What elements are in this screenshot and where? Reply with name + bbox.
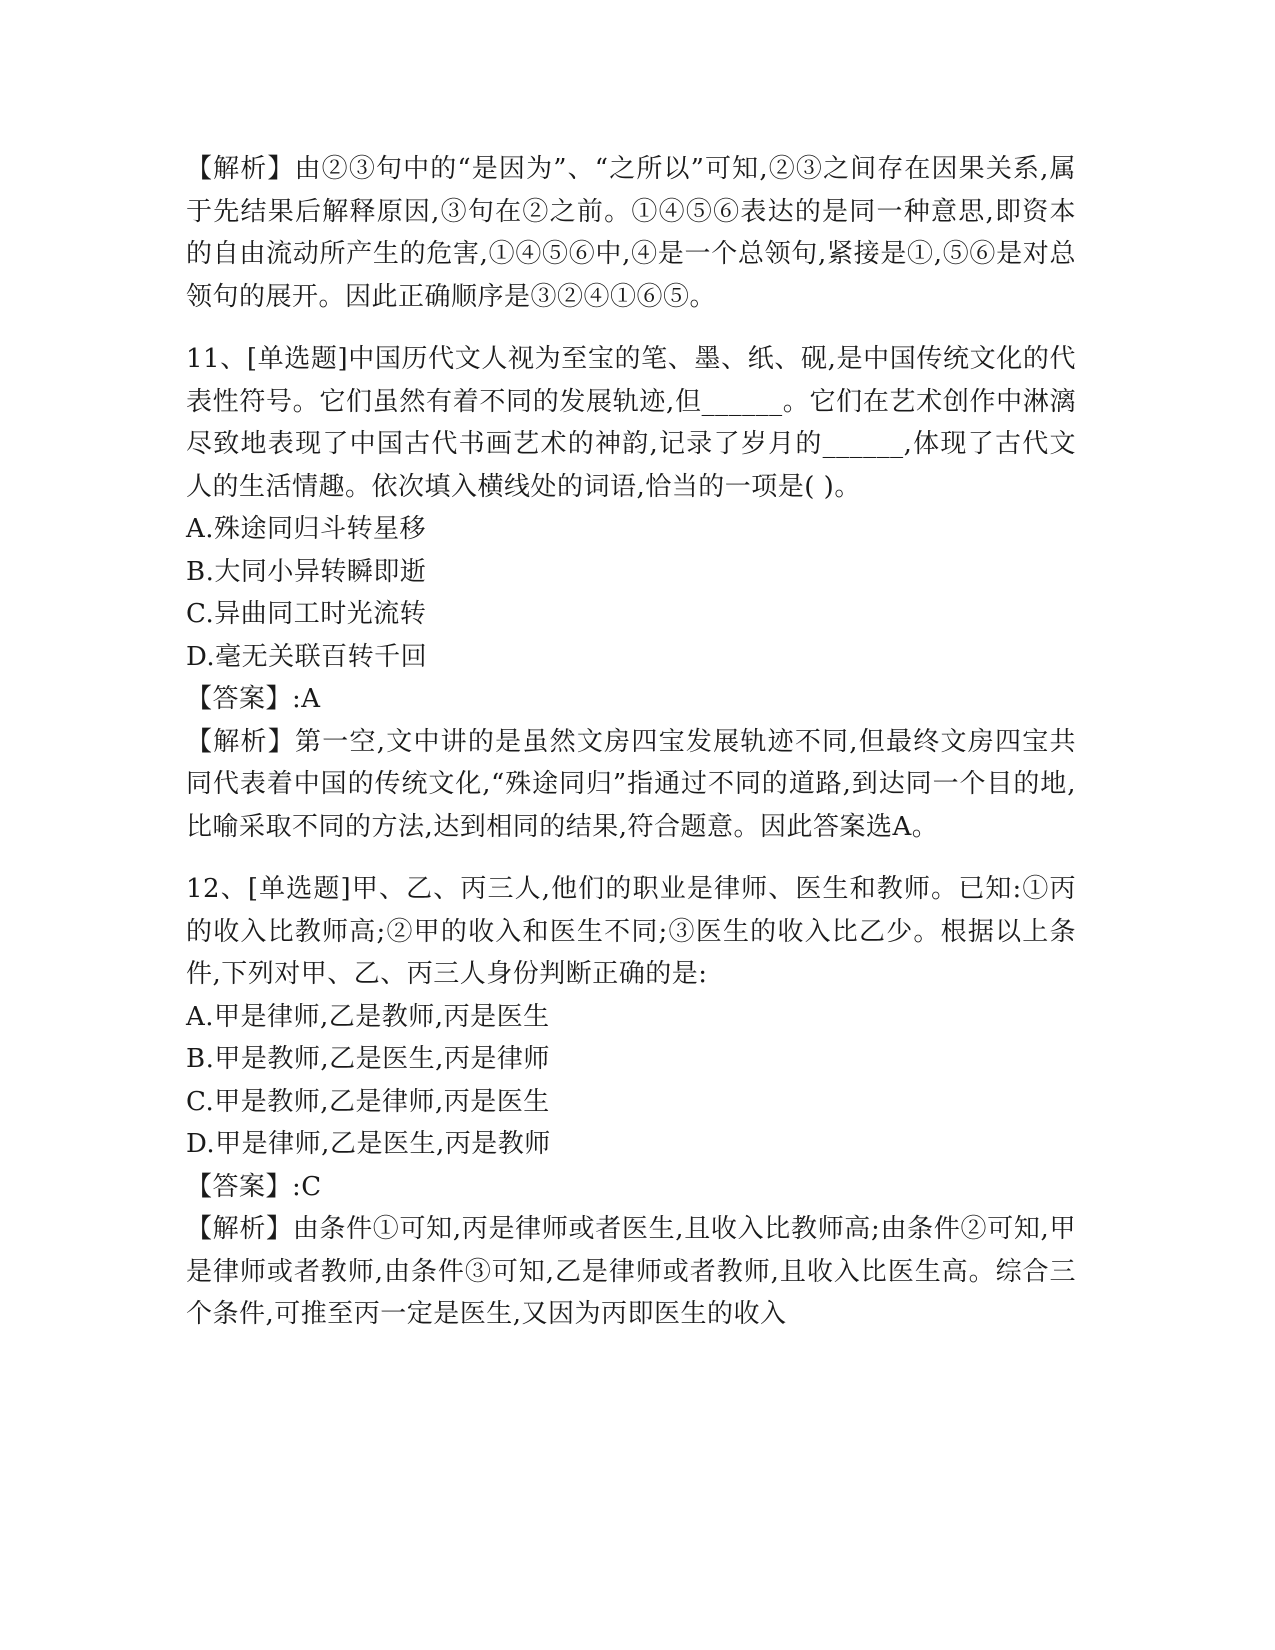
question-11-explanation: 【解析】第一空,文中讲的是虽然文房四宝发展轨迹不同,但最终文房四宝共同代表着中国的传统文化,“殊途同归”指通过不同的道路,到达同一个目的地,比喻采取不同的方法,达到相同的结果,符合题意。因此答案选A。 (186, 726, 1076, 842)
section-gap (186, 848, 1076, 868)
question-11-option-a: A.殊途同归斗转星移 (186, 514, 427, 544)
question-11-stem: 11、[单选题]中国历代文人视为至宝的笔、墨、纸、砚,是中国传统文化的代表性符号。它们虽然有着不同的发展轨迹,但______。它们在艺术创作中淋漓尽致地表现了中国古代书画艺术的神韵,记录了岁月的______,体现了古代文人的生活情趣。依次填入横线处的词语,恰当的一项是( )。 (186, 344, 1076, 502)
question-11-option-d: D.毫无关联百转千回 (186, 641, 428, 672)
question-12-answer: 【答案】:C (186, 1171, 322, 1202)
question-11 (186, 338, 1076, 848)
question-12-explanation: 【解析】由条件①可知,丙是律师或者医生,且收入比教师高;由条件②可知,甲是律师或者教师,由条件③可知,乙是律师或者教师,且收入比医生高。综合三个条件,可推至丙一定是医生,又因为丙即医生的收入 (186, 1214, 1076, 1329)
section-gap (186, 318, 1076, 338)
question-11-answer: 【答案】:A (186, 684, 321, 714)
question-11-option-b: B.大同小异转瞬即逝 (186, 556, 427, 587)
page-content (186, 148, 1076, 1336)
question-12-option-d: D.甲是律师,乙是医生,丙是教师 (186, 1129, 551, 1159)
question-12 (186, 868, 1076, 1336)
question-12-option-a: A.甲是律师,乙是教师,丙是医生 (186, 1001, 550, 1032)
question-11-option-c: C.异曲同工时光流转 (186, 599, 427, 629)
question-12-stem: 12、[单选题]甲、乙、丙三人,他们的职业是律师、医生和教师。已知:①丙的收入比教师高;②甲的收入和医生不同;③医生的收入比乙少。根据以上条件,下列对甲、乙、丙三人身份判断正确的是: (186, 874, 1076, 989)
prev-question-explanation: 【解析】由②③句中的“是因为”、“之所以”可知,②③之间存在因果关系,属于先结果后解释原因,③句在②之前。①④⑤⑥表达的是同一种意思,即资本的自由流动所产生的危害,①④⑤⑥中,④是一个总领句,紧接是①,⑤⑥是对总领句的展开。因此正确顺序是③②④①⑥⑤。 (186, 154, 1076, 312)
question-12-option-c: C.甲是教师,乙是律师,丙是医生 (186, 1086, 550, 1117)
question-12-option-b: B.甲是教师,乙是医生,丙是律师 (186, 1044, 550, 1074)
